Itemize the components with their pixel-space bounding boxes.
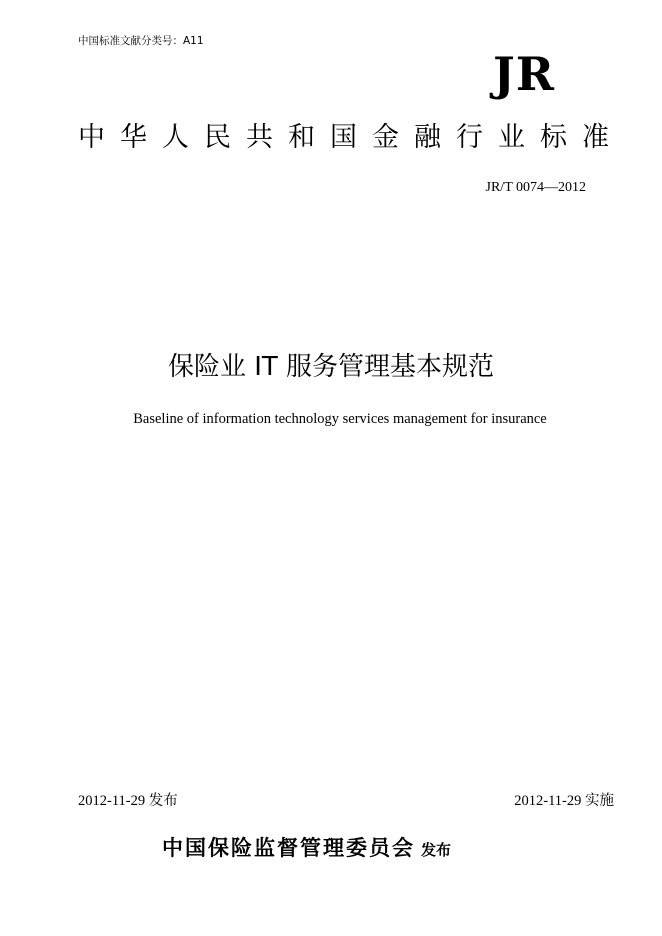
standard-number: JR/T 0074—2012 (485, 180, 586, 195)
implementation-date: 2012-11-29 实施 (514, 793, 614, 809)
issue-date: 2012-11-29 发布 (78, 793, 178, 809)
classification-code: 中国标准文献分类号：A11 (78, 35, 204, 47)
jr-logo: JR (493, 47, 555, 101)
issuer-suffix: 发布 (421, 841, 452, 859)
issuer-name: 中国保险监督管理委员会 (162, 836, 415, 860)
standard-type-heading: 中华人民共和国金融行业标准 (78, 122, 624, 153)
document-title-chinese: 保险业 IT 服务管理基本规范 (167, 352, 495, 382)
issuer-line (162, 832, 451, 862)
document-title-english: Baseline of information technology services management for insurance (133, 411, 547, 427)
